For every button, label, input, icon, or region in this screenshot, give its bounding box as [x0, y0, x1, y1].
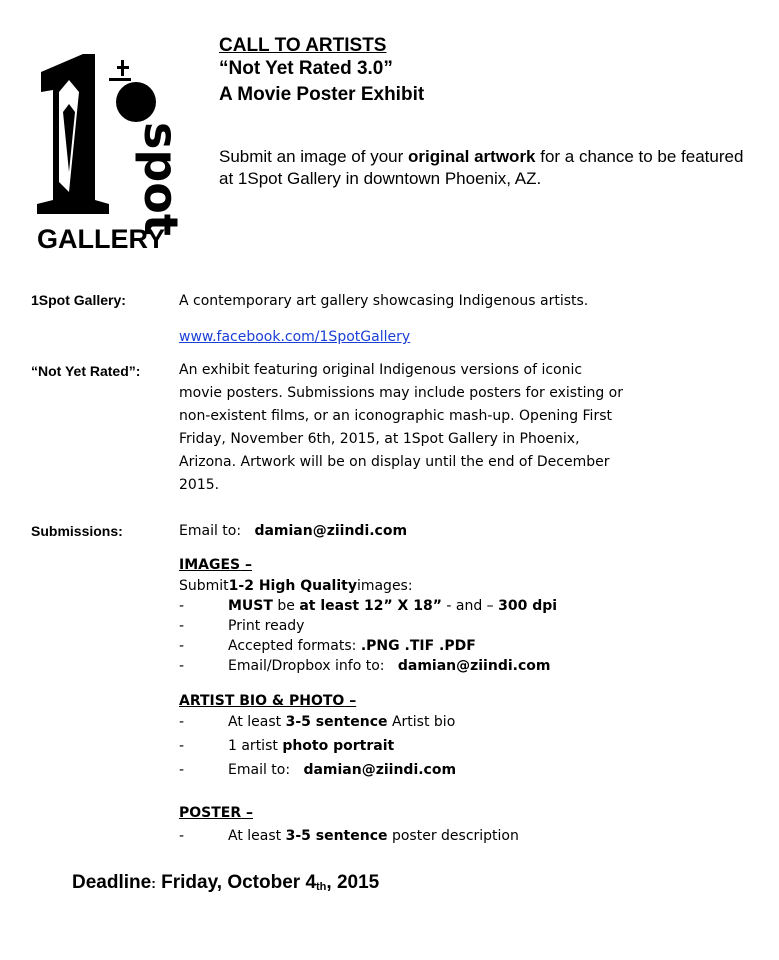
images-list — [179, 576, 557, 676]
intro-text: Submit an image of your original artwork for a chance to be featured at 1Spot Gallery in downtown Phoenix, AZ. — [219, 147, 744, 188]
1spot-gallery-logo — [33, 52, 193, 252]
list-item: - Email to: damian@ziindi.com — [179, 762, 457, 778]
exhibit-label: “Not Yet Rated”: — [31, 363, 141, 379]
list-item: - At least 3-5 sentence Artist bio — [179, 714, 456, 730]
list-item: Submit 1-2 High Quality images: — [179, 578, 413, 594]
artist-bio-heading: ARTIST BIO & PHOTO – — [179, 693, 357, 709]
list-item: - 1 artist photo portrait — [179, 738, 395, 754]
list-item: - Email/Dropbox info to: damian@ziindi.com — [179, 658, 551, 674]
submissions-label: Submissions: — [31, 523, 123, 539]
images-heading: IMAGES – — [179, 557, 252, 573]
submission-email[interactable]: damian@ziindi.com — [254, 523, 408, 539]
exhibit-description: An exhibit featuring original Indigenous versions of iconic movie posters. Submissions may include posters for existing or non-existent films, or an iconographic mash-up. Opening First Friday, November 6th, 2015, at 1Spot Gallery in Phoenix, Arizona. Artwork will be on display until the end of December 2015. — [179, 362, 623, 493]
list-item: - Print ready — [179, 618, 305, 634]
call-to-artists-heading: CALL TO ARTISTS — [219, 35, 387, 56]
exhibit-title: “Not Yet Rated 3.0” — [219, 58, 393, 79]
list-item: - MUST be at least 12” X 18” - and – 300 dpi — [179, 598, 558, 614]
artist-bio-list — [179, 712, 456, 784]
gallery-description: A contemporary art gallery showcasing Indigenous artists. — [179, 293, 589, 309]
facebook-link[interactable]: www.facebook.com/1SpotGallery — [179, 329, 411, 345]
poster-list — [179, 826, 519, 846]
logo-spot-text: spot — [134, 122, 188, 236]
poster-heading: POSTER – — [179, 805, 254, 821]
logo-gallery-text: GALLERY — [37, 224, 165, 252]
submission-email-line: Email to: damian@ziindi.com — [179, 523, 408, 539]
gallery-label: 1Spot Gallery: — [31, 292, 126, 308]
exhibit-subtitle: A Movie Poster Exhibit — [219, 84, 425, 105]
list-item: - Accepted formats: .PNG .TIF .PDF — [179, 638, 476, 654]
deadline: Deadline: Friday, October $4_{th}$, 2015 — [72, 872, 380, 893]
list-item: - At least 3-5 sentence poster description — [179, 828, 519, 844]
